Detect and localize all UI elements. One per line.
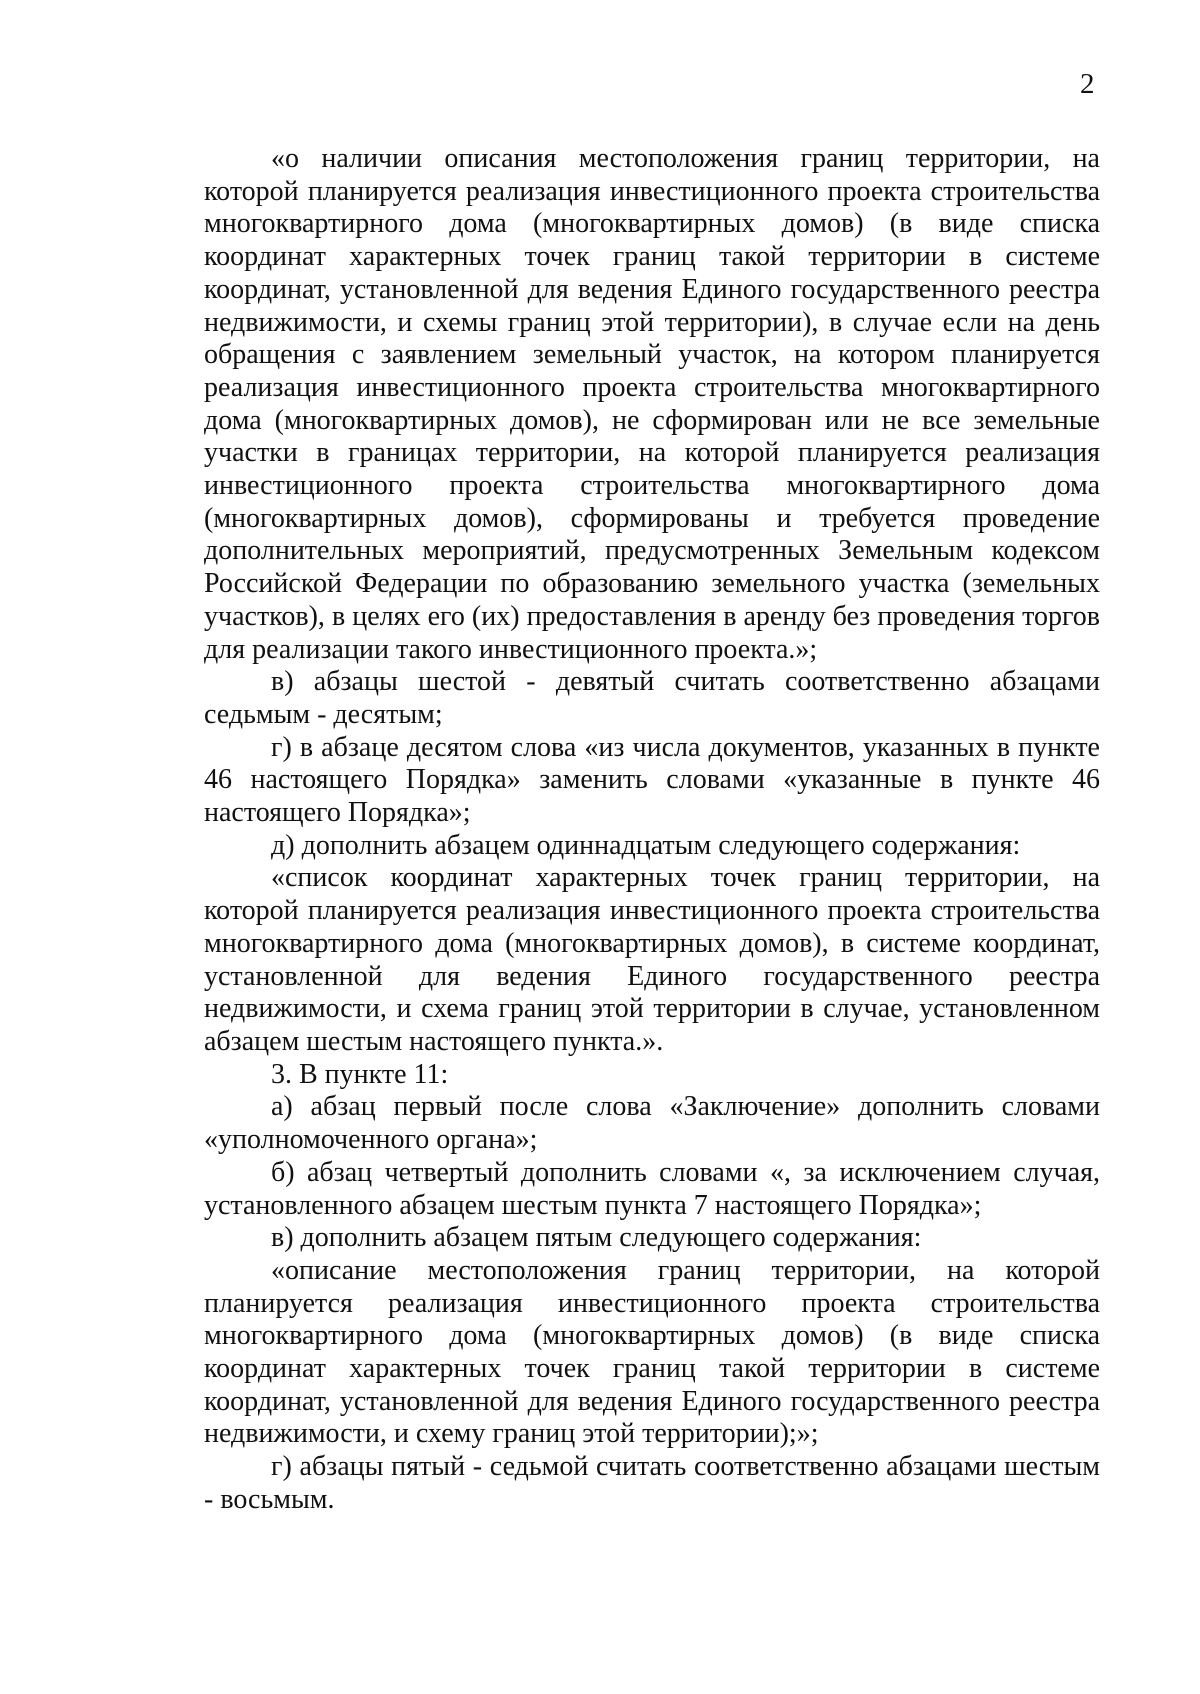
- paragraph-item-v: в) абзацы шестой - девятый считать соответственно абзацами седьмым - десятым;: [204, 666, 1100, 730]
- paragraph-item-a: а) абзац первый после слова «Заключение» дополнить словами «уполномоченного органа»;: [204, 1091, 1100, 1156]
- paragraph-quoted-coordinates: «список координат характерных точек границ территории, на которой планируется реализация инвестиционного проекта строительства многоквартирного дома (многоквартирных домов), в системе координат, установленной для ведения Единого государственного реестра недвижимости, и схема границ этой территории в случае, установленном абзацем шестым настоящего пункта.».: [204, 862, 1100, 1057]
- paragraph-item-b: б) абзац четвертый дополнить словами «, за исключением случая, установленного абзацем шестым пункта 7 настоящего Порядка»;: [204, 1156, 1100, 1221]
- paragraph-item-v-2: в) дополнить абзацем пятым следующего содержания:: [271, 1222, 922, 1254]
- paragraph-item-g-2: г) абзацы пятый - седьмой считать соответственно абзацами шестым - восьмым.: [204, 1451, 1100, 1515]
- paragraph-quoted-description: «о наличии описания местоположения границ территории, на которой планируется реализация инвестиционного проекта строительства многоквартирного дома (многоквартирных домов) (в виде списка координат характерных точек границ такой территории в системе координат, установленной для ведения Единого государственного реестра недвижимости, и схемы границ этой территории), в случае если на день обращения с заявлением земельный участок, на котором планируется реализация инвестиционного проекта строительства многоквартирного дома (многоквартирных домов), не сформирован или не все земельные участки в границах территории, на которой планируется реализация инвестиционного проекта строительства многоквартирного дома (многоквартирных домов), сформированы и требуется проведение дополнительных мероприятий, предусмотренных Земельным кодексом Российской Федерации по образованию земельного участка (земельных участков), в целях его (их) предоставления в аренду без проведения торгов для реализации такого инвестиционного проекта.»;: [204, 143, 1100, 665]
- paragraph-item-d: д) дополнить абзацем одиннадцатым следующего содержания:: [271, 829, 1021, 861]
- paragraph-item-g: г) в абзаце десятом слова «из числа документов, указанных в пункте 46 настоящего Порядка» заменить словами «указанные в пункте 46 настоящего Порядка»;: [204, 731, 1100, 829]
- paragraph-quoted-territory: «описание местоположения границ территории, на которой планируется реализация инвестиционного проекта строительства многоквартирного дома (многоквартирных домов) (в виде списка координат характерных точек границ такой территории в системе координат, установленной для ведения Единого государственного реестра недвижимости, и схему границ этой территории);»;: [204, 1254, 1100, 1450]
- page-number: 2: [1080, 68, 1095, 100]
- paragraph-section-3: 3. В пункте 11:: [271, 1058, 449, 1090]
- document-body: [204, 143, 1100, 1517]
